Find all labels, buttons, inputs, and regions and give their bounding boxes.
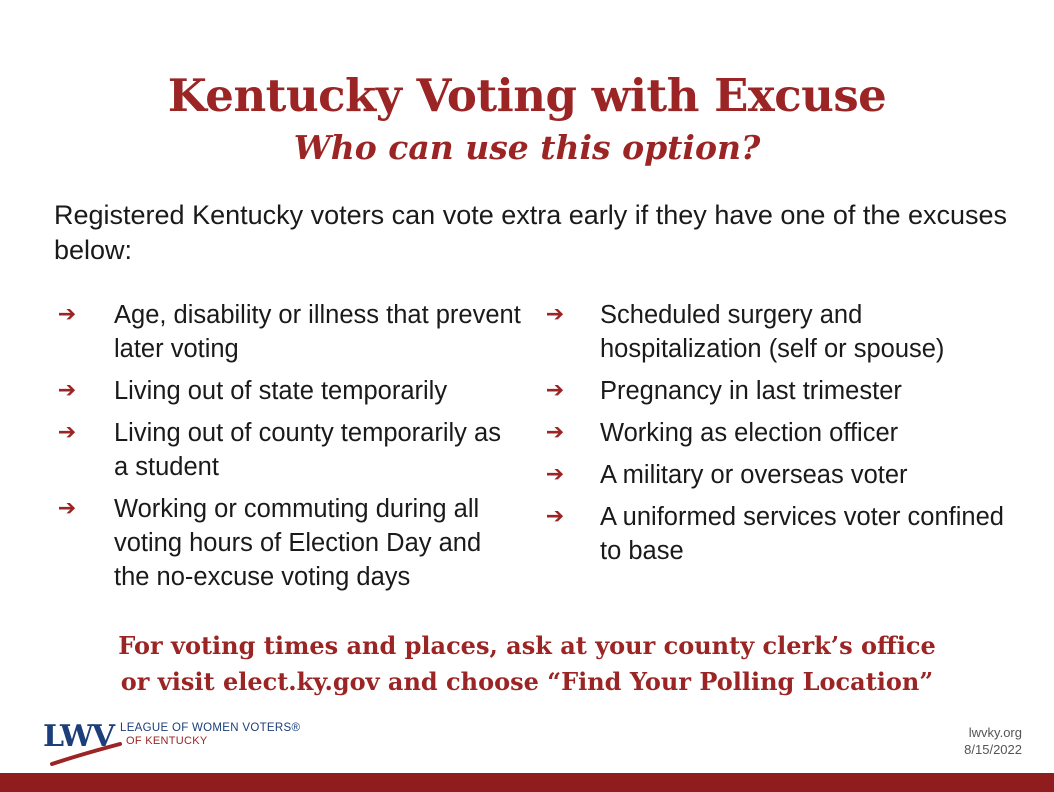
- list-item: [538, 500, 1008, 568]
- arrow-right-icon: ➔: [57, 378, 77, 403]
- list-item: [52, 416, 522, 484]
- site-url: lwvky.org: [968, 725, 1022, 740]
- list-item: [538, 458, 1008, 492]
- list-item-text: A military or overseas voter: [600, 461, 908, 489]
- left-excuse-list: [52, 298, 522, 602]
- arrow-right-icon: ➔: [57, 420, 77, 445]
- lwv-logo-mark: [42, 716, 122, 766]
- logo-text-line-2: OF KENTUCKY: [126, 735, 208, 747]
- right-excuse-list: [538, 298, 1008, 576]
- slide-meta: [964, 724, 1022, 758]
- list-item-text: Living out of state temporarily: [114, 377, 448, 405]
- list-item: [538, 416, 1008, 450]
- logo-text-line-1: LEAGUE OF WOMEN VOTERS®: [120, 722, 301, 734]
- arrow-right-icon: ➔: [57, 496, 77, 521]
- list-item-text: Working as election officer: [600, 419, 899, 447]
- list-item: [52, 374, 522, 408]
- arrow-right-icon: ➔: [545, 504, 565, 529]
- lwv-logo: [42, 716, 302, 768]
- arrow-right-icon: ➔: [545, 462, 565, 487]
- list-item: [52, 298, 522, 366]
- footer-note: [0, 628, 1054, 700]
- bottom-bar: [0, 773, 1054, 792]
- arrow-right-icon: ➔: [545, 378, 565, 403]
- lwv-logo-lettering: LWV: [43, 719, 114, 754]
- footer-note-line-2: or visit elect.ky.gov and choose “Find Your Polling Location”: [120, 667, 934, 696]
- slide-date: 8/15/2022: [964, 742, 1022, 757]
- list-item-text: Working or commuting during all voting hours of Election Day and the no-excuse voting days: [114, 495, 482, 591]
- arrow-right-icon: ➔: [545, 302, 565, 327]
- list-item: [538, 374, 1008, 408]
- list-item-text: Living out of county temporarily as a student: [114, 419, 501, 481]
- list-item-text: Age, disability or illness that prevent later voting: [114, 301, 521, 363]
- footer-note-line-1: For voting times and places, ask at your county clerk’s office: [118, 631, 936, 660]
- list-item-text: A uniformed services voter confined to base: [600, 503, 1004, 565]
- list-item: [538, 298, 1008, 366]
- list-item-text: Scheduled surgery and hospitalization (self or spouse): [600, 301, 945, 363]
- arrow-right-icon: ➔: [545, 420, 565, 445]
- list-item-text: Pregnancy in last trimester: [600, 377, 902, 405]
- page-title: Kentucky Voting with Excuse: [167, 69, 887, 122]
- list-item: [52, 492, 522, 594]
- page-subtitle: Who can use this option?: [293, 128, 761, 167]
- arrow-right-icon: ➔: [57, 302, 77, 327]
- intro-text: Registered Kentucky voters can vote extra early if they have one of the excuses below:: [54, 200, 1008, 265]
